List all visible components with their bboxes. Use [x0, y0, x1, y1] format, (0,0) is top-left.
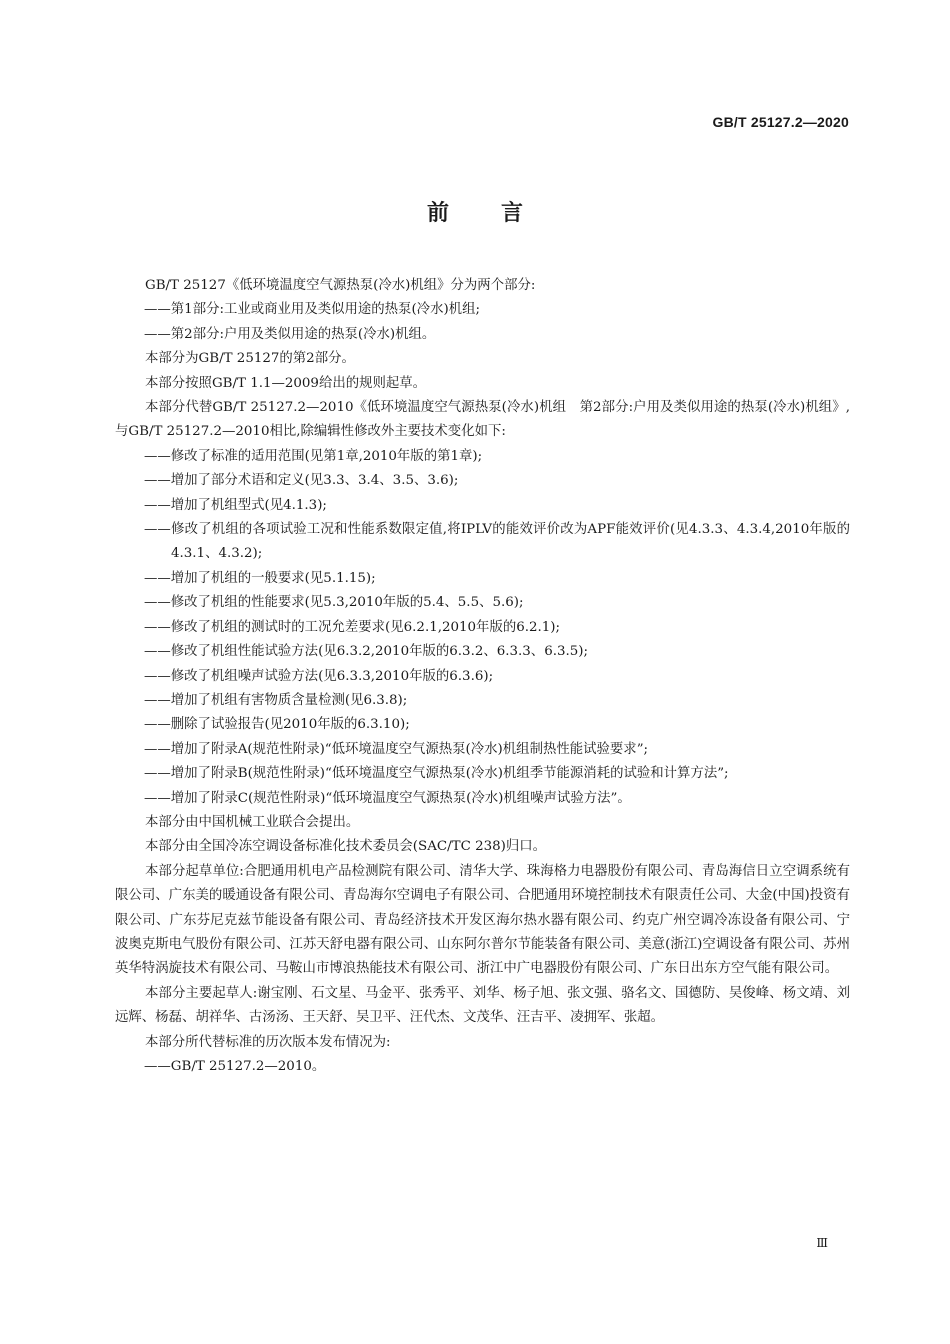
- paragraph-5: 本部分代替GB/T 25127.2—2010《低环境温度空气源热泵(冷水)机组 第2部分:户用及类似用途的热泵(冷水)机组》,与GB/T 25127.2—2010相比,除编辑性修改外主要技术变化如下:: [115, 400, 850, 440]
- list-item-16: ——删除了试验报告(见2010年版的6.3.10);: [144, 717, 410, 733]
- list-item-2: ——第2部分:户用及类似用途的热泵(冷水)机组。: [144, 326, 436, 342]
- list-item-14: ——修改了机组噪声试验方法(见6.3.3,2010年版的6.3.6);: [144, 668, 494, 684]
- paragraph-24: 本部分所代替标准的历次版本发布情况为:: [145, 1034, 391, 1050]
- list-item-12: ——修改了机组的测试时的工况允差要求(见6.2.1,2010年版的6.2.1);: [144, 619, 561, 635]
- list-item-9: ——修改了机组的各项试验工况和性能系数限定值,将IPLV的能效评价改为APF能效评价(见4.3.3、4.3.4,2010年版的4.3.1、4.3.2);: [144, 522, 850, 562]
- paragraph-3: 本部分为GB/T 25127的第2部分。: [145, 351, 355, 367]
- list-item-1: ——第1部分:工业或商业用及类似用途的热泵(冷水)机组;: [144, 302, 480, 318]
- list-item-19: ——增加了附录C(规范性附录)“低环境温度空气源热泵(冷水)机组噪声试验方法”。: [144, 790, 631, 806]
- page-number: Ⅲ: [816, 1236, 828, 1250]
- list-item-10: ——增加了机组的一般要求(见5.1.15);: [144, 570, 376, 586]
- page-title: 前言: [426, 201, 575, 226]
- paragraph-4: 本部分按照GB/T 1.1—2009给出的规则起草。: [145, 375, 427, 391]
- list-item-11: ——修改了机组的性能要求(见5.3,2010年版的5.4、5.5、5.6);: [144, 595, 524, 611]
- paragraph-0: GB/T 25127《低环境温度空气源热泵(冷水)机组》分为两个部分:: [145, 278, 536, 293]
- paragraph-23: 本部分主要起草人:谢宝刚、石文星、马金平、张秀平、刘华、杨子旭、张文强、骆名文、国德防、吴俊峰、杨文靖、刘远辉、杨磊、胡祥华、古汤汤、王天舒、吴卫平、汪代杰、文茂华、汪吉平、凌拥军、张超。: [115, 985, 850, 1026]
- foreword-body: [115, 274, 850, 1079]
- list-item-6: ——修改了标准的适用范围(见第1章,2010年版的第1章);: [144, 448, 483, 464]
- paragraph-21: 本部分由全国冷冻空调设备标准化技术委员会(SAC/TC 238)归口。: [145, 839, 547, 855]
- list-item-13: ——修改了机组性能试验方法(见6.3.2,2010年版的6.3.2、6.3.3、6.3.5);: [144, 644, 589, 660]
- list-item-17: ——增加了附录A(规范性附录)“低环境温度空气源热泵(冷水)机组制热性能试验要求”;: [144, 741, 649, 757]
- list-item-18: ——增加了附录B(规范性附录)“低环境温度空气源热泵(冷水)机组季节能源消耗的试验和计算方法”;: [144, 766, 729, 782]
- standard-code: GB/T 25127.2—2020: [712, 114, 849, 130]
- list-item-8: ——增加了机组型式(见4.1.3);: [144, 497, 327, 513]
- paragraph-20: 本部分由中国机械工业联合会提出。: [145, 814, 360, 830]
- list-item-15: ——增加了机组有害物质含量检测(见6.3.8);: [144, 692, 408, 708]
- list-item-25: ——GB/T 25127.2—2010。: [144, 1059, 326, 1074]
- paragraph-22: 本部分起草单位:合肥通用机电产品检测院有限公司、清华大学、珠海格力电器股份有限公司、青岛海信日立空调系统有限公司、广东美的暖通设备有限公司、青岛海尔空调电子有限公司、合肥通用环境控制技术有限责任公司、大金(中国)投资有限公司、广东芬尼克兹节能设备有限公司、青岛经济技术开发区海尔热水器有限公司、约克广州空调冷冻设备有限公司、宁波奥克斯电气股份有限公司、江苏天舒电器有限公司、山东阿尔普尔节能装备有限公司、美意(浙江)空调设备有限公司、苏州英华特涡旋技术有限公司、马鞍山市博浪热能技术有限公司、浙江中广电器股份有限公司、广东日出东方空气能有限公司。: [115, 863, 850, 977]
- list-item-7: ——增加了部分术语和定义(见3.3、3.4、3.5、3.6);: [144, 473, 459, 489]
